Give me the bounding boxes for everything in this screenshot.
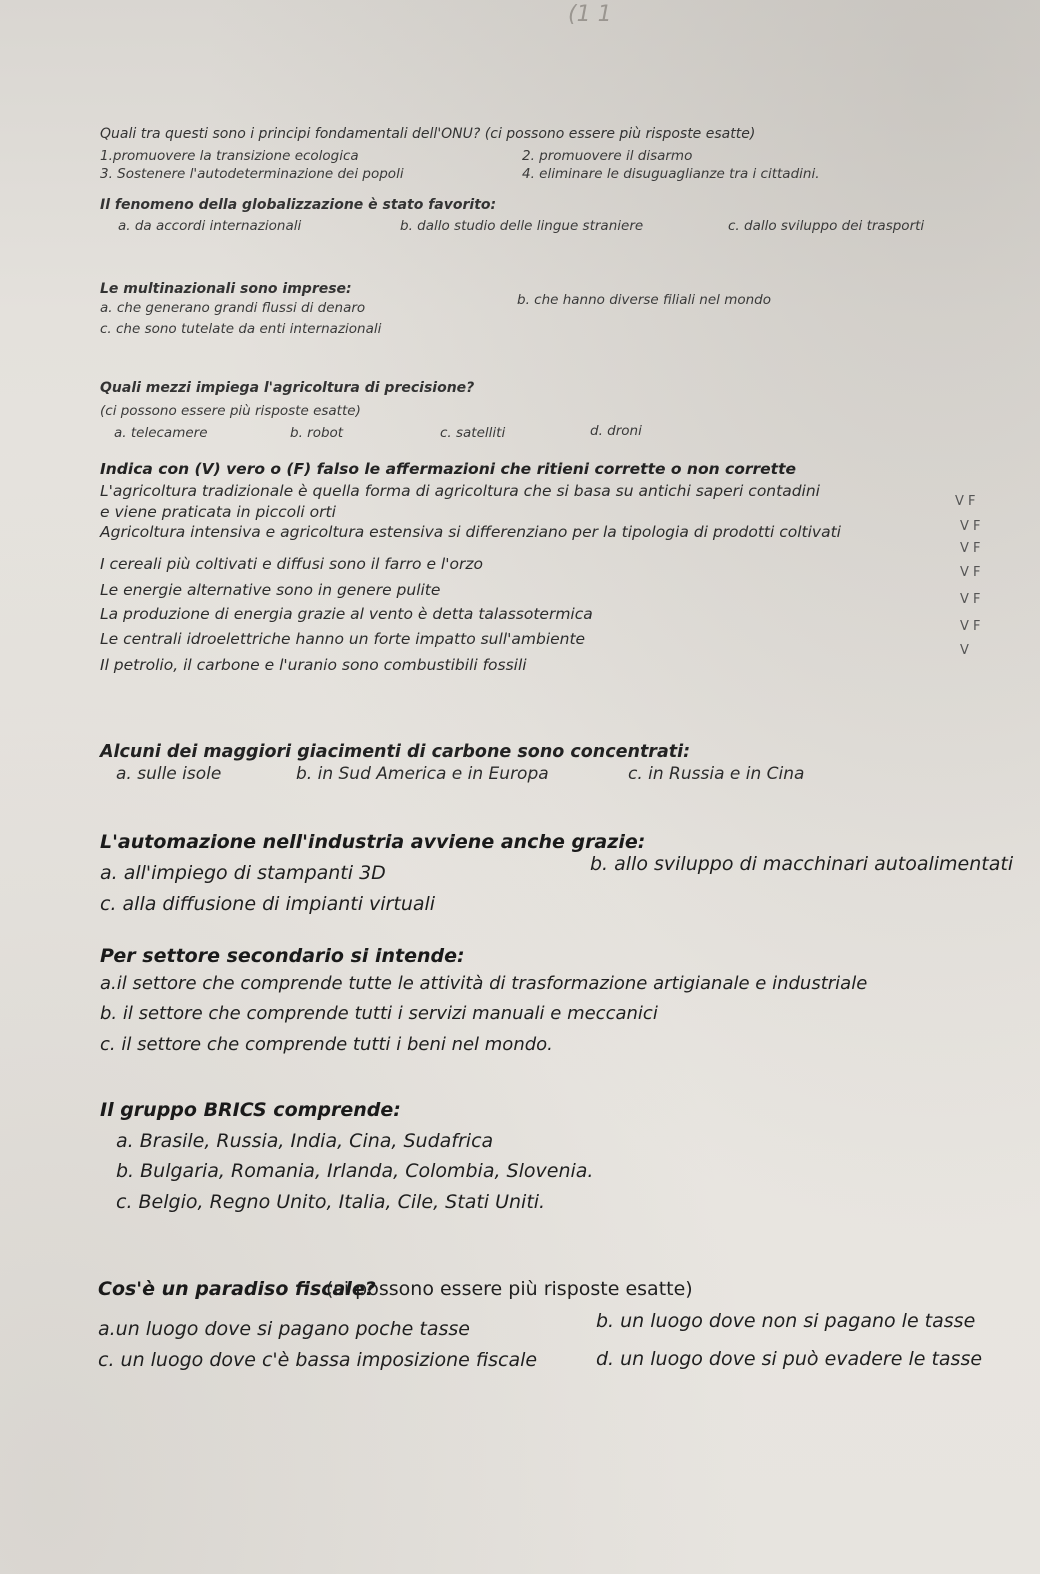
q5-statement-1: L'agricoltura tradizionale è quella forma di agricoltura che si basa su antichi saperi contadini	[100, 482, 820, 500]
q4-option-d: d. droni	[590, 423, 642, 439]
q1-option-2: 2. promuovere il disarmo	[522, 148, 693, 164]
q5-vf-2[interactable]: V F	[960, 519, 981, 534]
q5-title: Indica con (V) vero o (F) falso le affermazioni che ritieni corrette o non corrette	[100, 460, 797, 478]
q1-title: Quali tra questi sono i principi fondamentali dell'ONU? (ci possono essere più risposte esatte)	[100, 126, 756, 142]
q5-vf-5[interactable]: V F	[960, 592, 981, 607]
q4-option-c: c. satelliti	[440, 425, 506, 441]
q10-title: Cos'è un paradiso fiscale?	[98, 1278, 376, 1300]
q5-statement-7: Le centrali idroelettriche hanno un forte impatto sull'ambiente	[100, 630, 586, 648]
q5-vf-1[interactable]: V F	[955, 494, 976, 509]
q10-option-c: c. un luogo dove c'è bassa imposizione fiscale	[98, 1349, 538, 1371]
q10-option-d: d. un luogo dove si può evadere le tasse	[596, 1348, 983, 1370]
q8-title: Per settore secondario si intende:	[100, 945, 465, 967]
q1-option-1: 1.promuovere la transizione ecologica	[100, 148, 359, 164]
q3-option-b: b. che hanno diverse filiali nel mondo	[517, 292, 772, 308]
q5-statement-3: Agricoltura intensiva e agricoltura estensiva si differenziano per la tipologia di prodotti coltivati	[100, 523, 841, 541]
q5-vf-7[interactable]: V	[960, 643, 969, 658]
q5-vf-4[interactable]: V F	[960, 565, 981, 580]
q6-option-a: a. sulle isole	[116, 764, 222, 784]
q7-option-a: a. all'impiego di stampanti 3D	[100, 862, 386, 884]
q5-statement-8: Il petrolio, il carbone e l'uranio sono combustibili fossili	[100, 656, 527, 674]
q5-statement-2: e viene praticata in piccoli orti	[100, 503, 336, 521]
q3-title: Le multinazionali sono imprese:	[100, 281, 352, 297]
q6-option-c: c. in Russia e in Cina	[628, 764, 805, 784]
q5-vf-3[interactable]: V F	[960, 541, 981, 556]
q5-statement-6: La produzione di energia grazie al vento è detta talassotermica	[100, 605, 593, 623]
q7-title: L'automazione nell'industria avviene anche grazie:	[100, 831, 646, 853]
q9-title: Il gruppo BRICS comprende:	[100, 1099, 401, 1121]
q8-option-c: c. il settore che comprende tutti i beni nel mondo.	[100, 1034, 553, 1055]
q8-option-a: a.il settore che comprende tutte le attività di trasformazione artigianale e industriale	[100, 973, 868, 994]
q10-option-a: a.un luogo dove si pagano poche tasse	[98, 1318, 470, 1340]
q9-option-c: c. Belgio, Regno Unito, Italia, Cile, Stati Uniti.	[116, 1191, 546, 1213]
q5-statement-4: I cereali più coltivati e diffusi sono il farro e l'orzo	[100, 555, 483, 573]
q10-option-b: b. un luogo dove non si pagano le tasse	[596, 1310, 976, 1332]
q2-title: Il fenomeno della globalizzazione è stato favorito:	[100, 197, 497, 213]
q5-statement-5: Le energie alternative sono in genere pulite	[100, 581, 441, 599]
q1-option-4: 4. eliminare le disuguaglianze tra i cittadini.	[522, 166, 820, 182]
q6-option-b: b. in Sud America e in Europa	[296, 764, 549, 784]
q5-vf-6[interactable]: V F	[960, 619, 981, 634]
page-number: (1 1	[568, 2, 612, 27]
q2-option-b: b. dallo studio delle lingue straniere	[400, 218, 644, 234]
q9-option-a: a. Brasile, Russia, India, Cina, Sudafrica	[116, 1130, 494, 1152]
q6-title: Alcuni dei maggiori giacimenti di carbone sono concentrati:	[100, 742, 691, 762]
q9-option-b: b. Bulgaria, Romania, Irlanda, Colombia, Slovenia.	[116, 1160, 594, 1182]
q3-option-a: a. che generano grandi flussi di denaro	[100, 300, 366, 316]
q8-option-b: b. il settore che comprende tutti i servizi manuali e meccanici	[100, 1003, 658, 1024]
q4-option-a: a. telecamere	[114, 425, 208, 441]
q4-title: Quali mezzi impiega l'agricoltura di precisione?	[100, 380, 475, 396]
q4-option-b: b. robot	[290, 425, 344, 441]
q7-option-c: c. alla diffusione di impianti virtuali	[100, 893, 436, 915]
q3-option-c: c. che sono tutelate da enti internazionali	[100, 321, 382, 337]
q10-subtitle: (ci possono essere più risposte esatte)	[326, 1278, 693, 1300]
q2-option-c: c. dallo sviluppo dei trasporti	[728, 218, 925, 234]
q7-option-b: b. allo sviluppo di macchinari autoalimentati	[590, 853, 1014, 875]
q4-subtitle: (ci possono essere più risposte esatte)	[100, 403, 361, 419]
q2-option-a: a. da accordi internazionali	[118, 218, 302, 234]
q1-option-3: 3. Sostenere l'autodeterminazione dei popoli	[100, 166, 404, 182]
